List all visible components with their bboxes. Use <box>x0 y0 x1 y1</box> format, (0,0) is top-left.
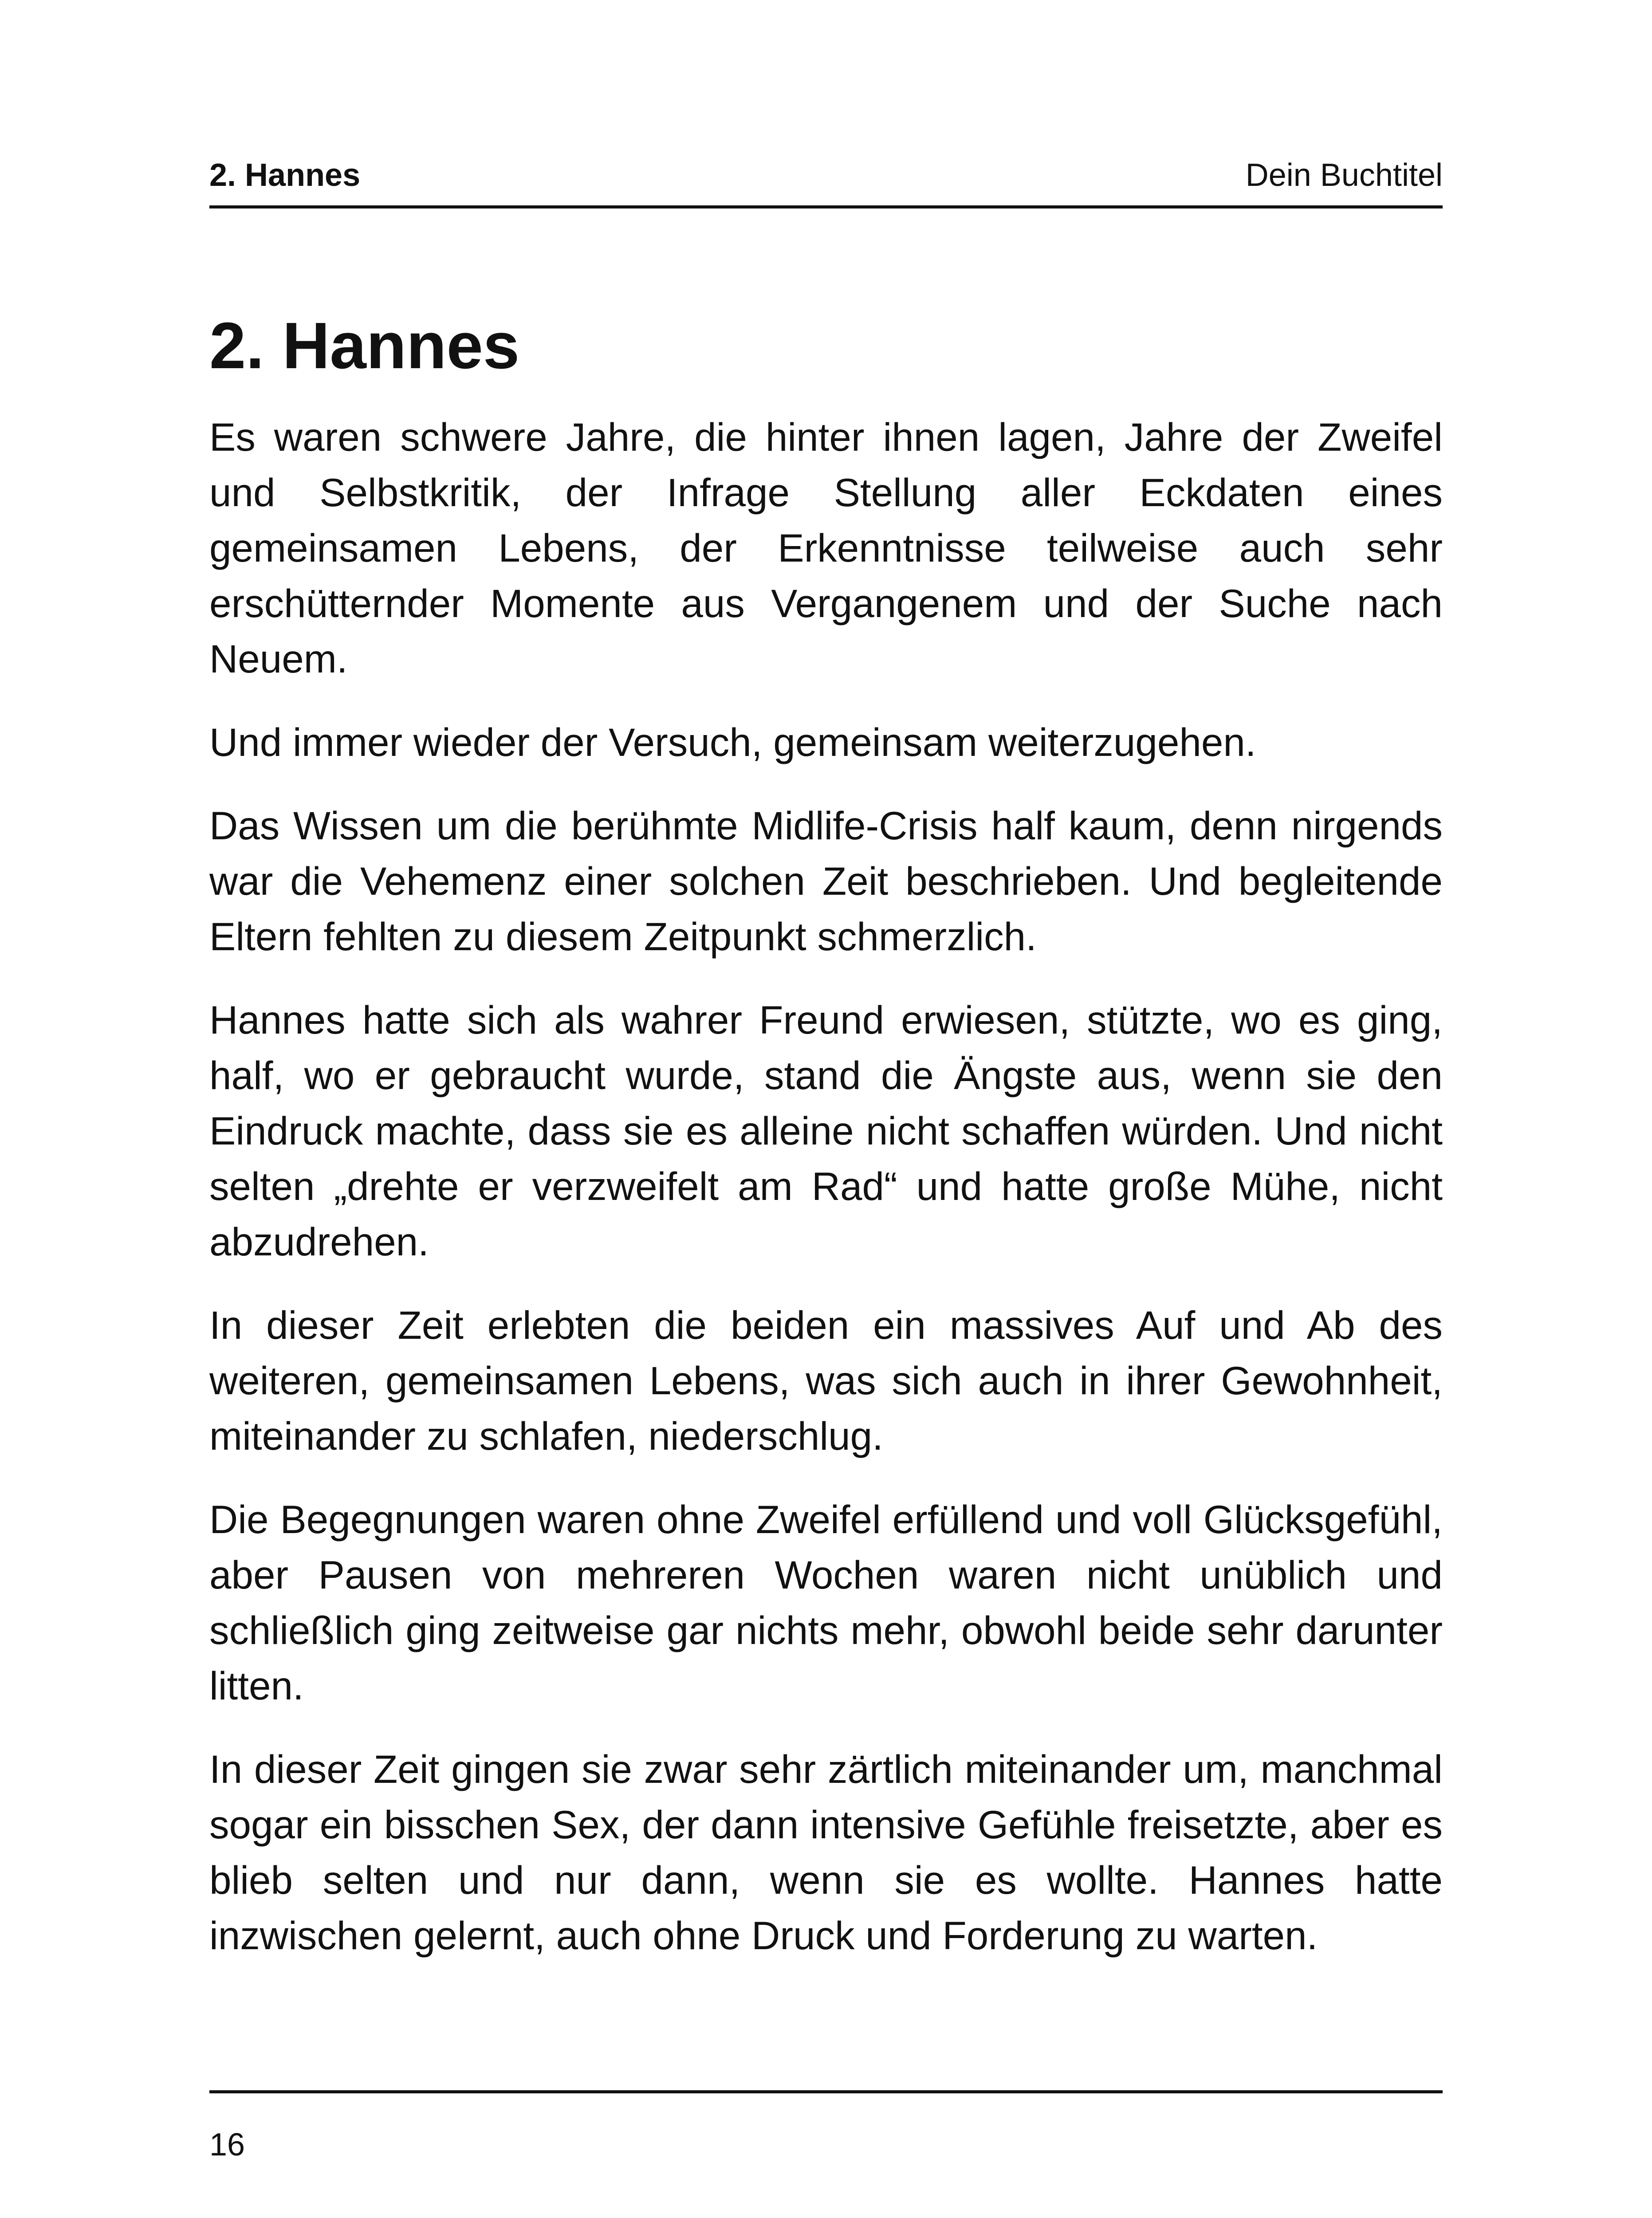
paragraph-4: Hannes hatte sich als wahrer Freund erwiesen, stützte, wo es ging, half, wo er gebraucht wurde, stand die Ängste aus, wenn sie den Eindruck machte, dass sie es alleine nicht schaffen würden. Und nicht selten „drehte er verzweifelt am Rad“ und hatte große Mühe, nicht abzudrehen. <box>209 998 1443 1264</box>
paragraph-3: Das Wissen um die berühmte Midlife-Crisis half kaum, denn nirgends war die Vehemenz einer solchen Zeit beschrieben. Und begleitende Eltern fehlten zu diesem Zeitpunkt schmerzlich. <box>209 803 1443 959</box>
paragraph-6: Die Begegnungen waren ohne Zweifel erfüllend und voll Glücksgefühl, aber Pausen von mehreren Wochen waren nicht unüblich und schließlich ging zeitweise gar nichts mehr, obwohl beide sehr darunter litten. <box>209 1497 1443 1708</box>
paragraph-7: In dieser Zeit gingen sie zwar sehr zärtlich miteinander um, manchmal sogar ein bisschen Sex, der dann intensive Gefühle freisetzte, aber es blieb selten und nur dann, wenn sie es wollte. Hannes hatte inzwischen gelernt, auch ohne Druck und Forderung zu warten. <box>209 1747 1443 1958</box>
paragraph-1: Es waren schwere Jahre, die hinter ihnen lagen, Jahre der Zweifel und Selbstkritik, der Infrage Stellung aller Eckdaten eines gemeinsamen Lebens, der Erkenntnisse teilweise auch sehr erschütternder Momente aus Vergangenem und der Suche nach Neuem. <box>209 415 1443 681</box>
paragraph-2: Und immer wieder der Versuch, gemeinsam weiterzugehen. <box>209 720 1256 764</box>
header-rule <box>209 205 1443 208</box>
chapter-heading: 2. Hannes <box>209 309 520 382</box>
paragraph-5: In dieser Zeit erlebten die beiden ein massives Auf und Ab des weiteren, gemeinsamen Lebens, was sich auch in ihrer Gewohnheit, miteinander zu schlafen, niederschlug. <box>209 1303 1443 1458</box>
header-book-title: Dein Buchtitel <box>1245 157 1443 193</box>
running-header <box>209 153 1443 197</box>
page-number: 16 <box>209 2127 245 2163</box>
header-chapter-title: 2. Hannes <box>209 157 361 193</box>
body-text <box>209 409 1443 1991</box>
footer-rule <box>209 2090 1443 2093</box>
